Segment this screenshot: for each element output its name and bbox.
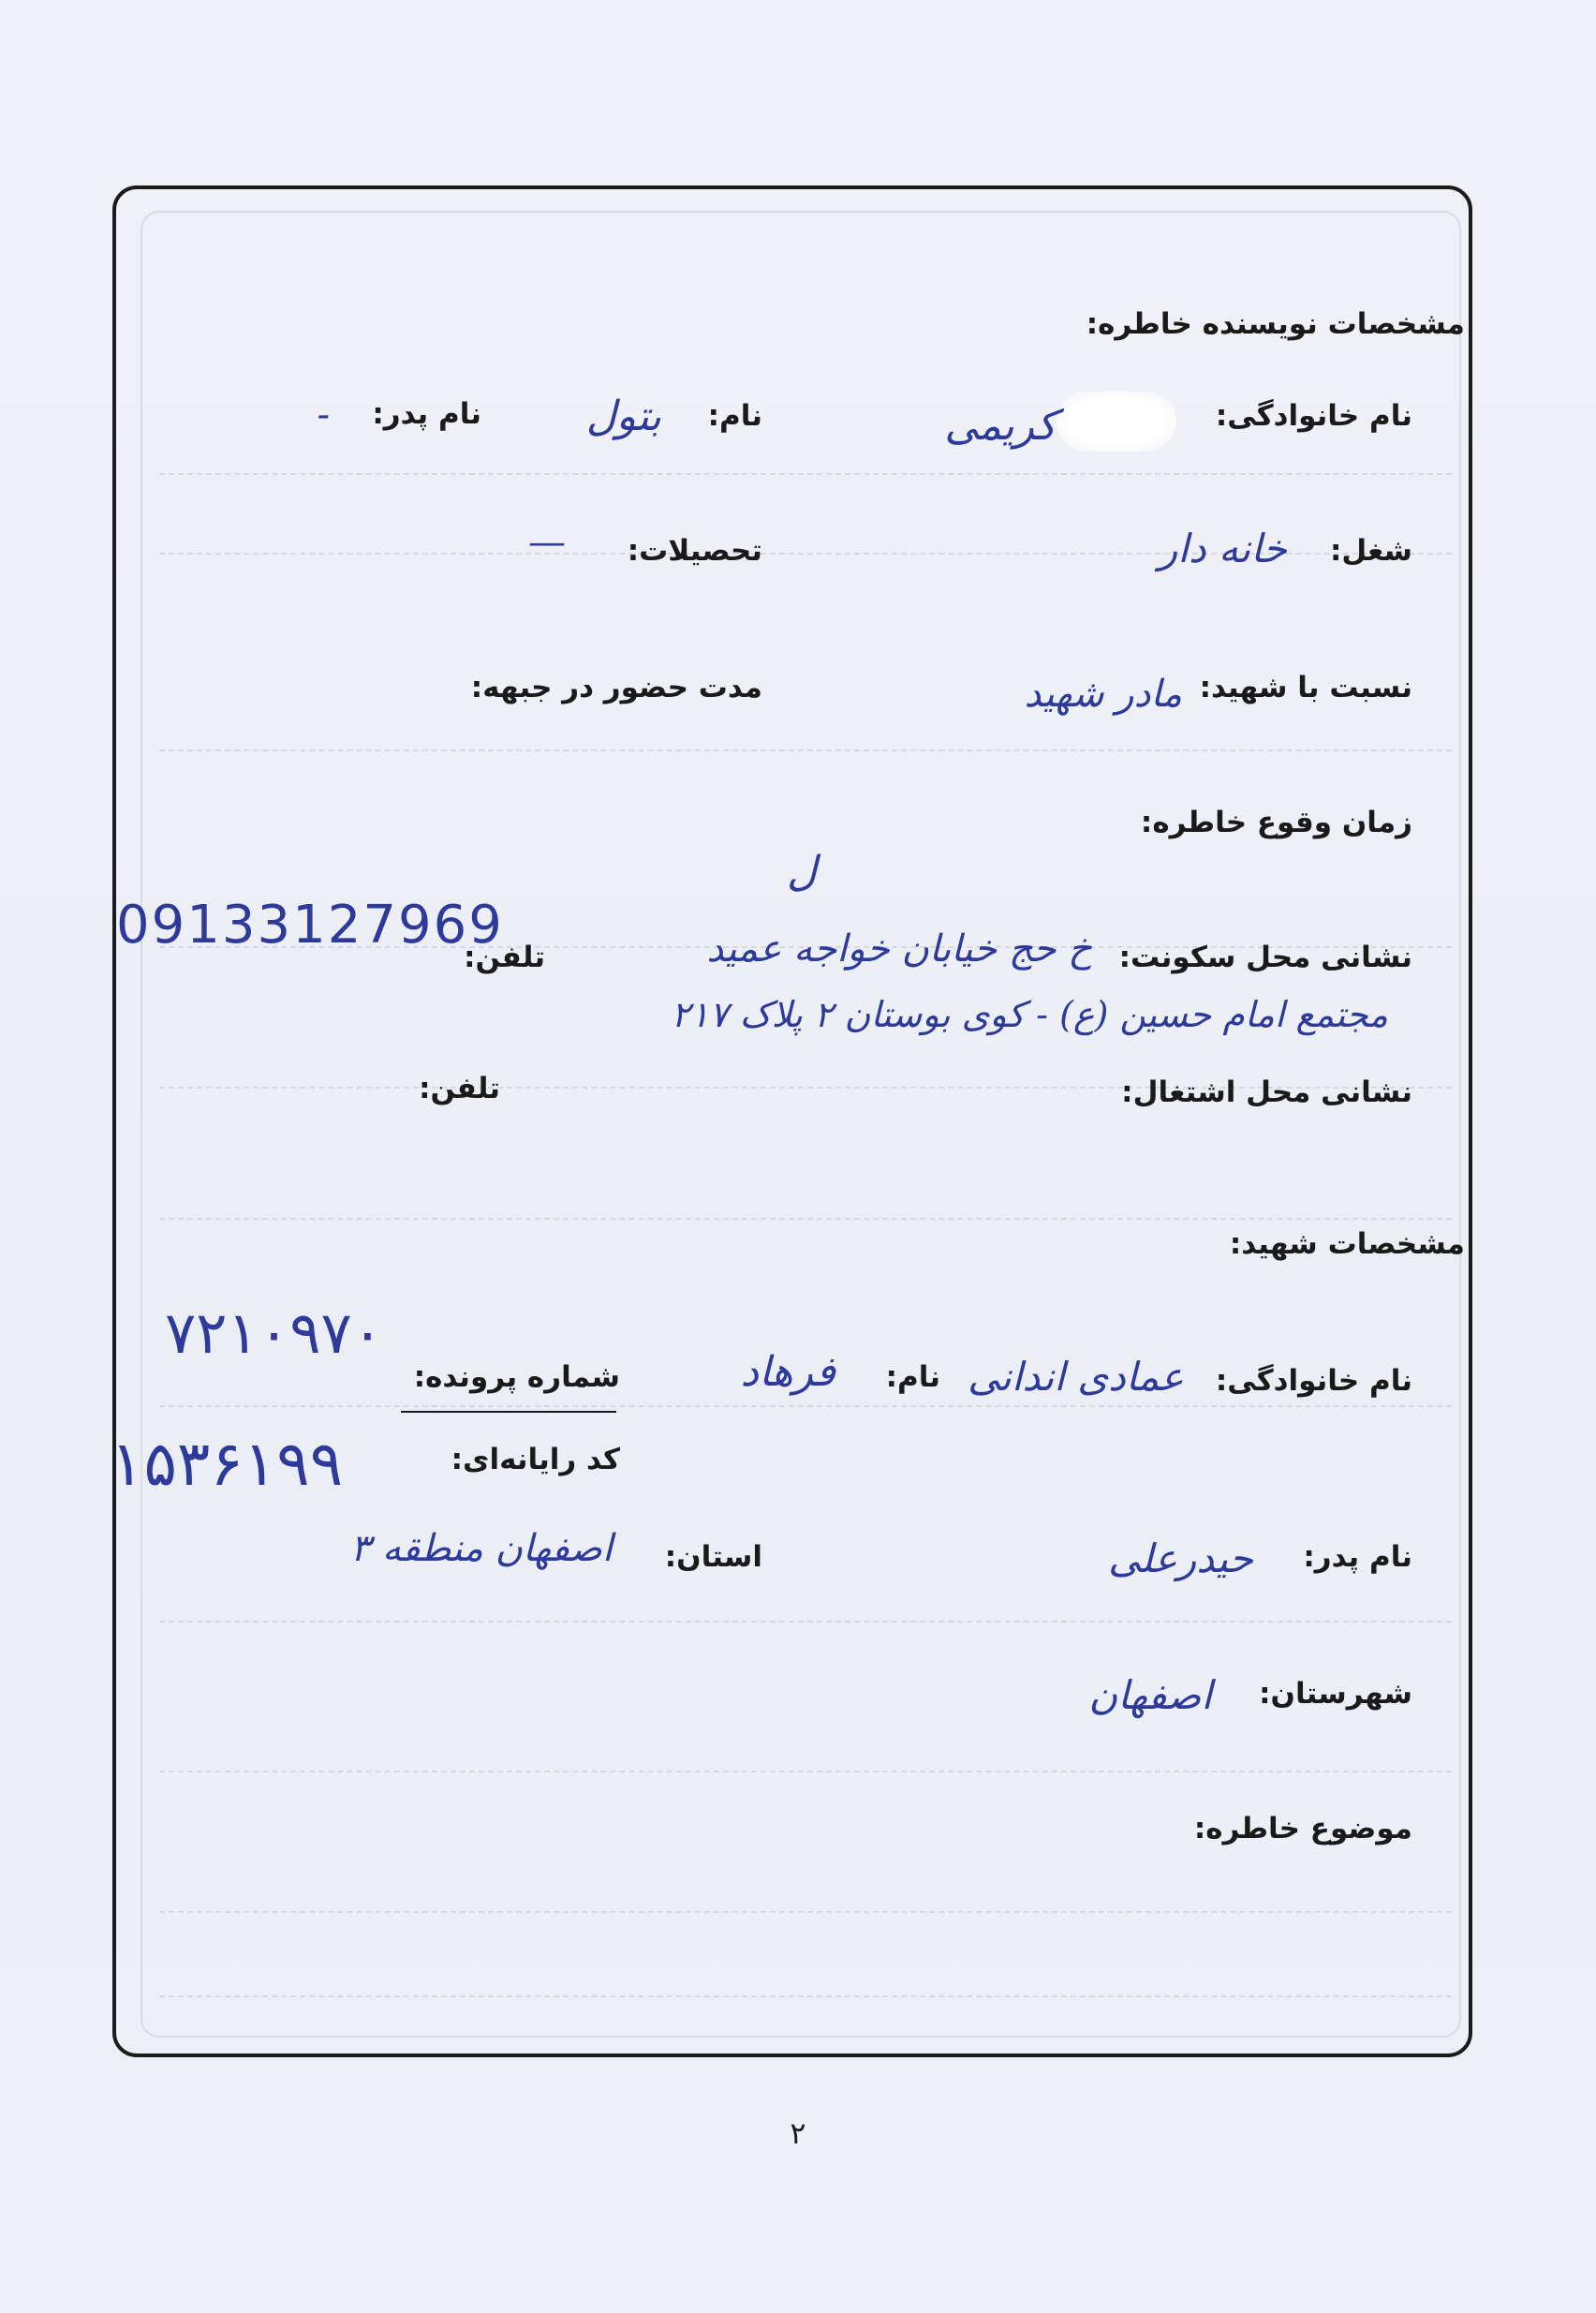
writer-home-address-mark: ل [787, 848, 817, 896]
martyr-father-name-value: حیدرعلی [1108, 1535, 1253, 1581]
form-frame [112, 185, 1472, 2057]
martyr-file-number-label: شماره پرونده: [413, 1360, 620, 1394]
writer-section-heading: مشخصات نویسنده خاطره: [1086, 307, 1465, 341]
martyr-file-number-value: ۷۲۱۰۹۷۰ [165, 1298, 384, 1367]
martyr-first-name-label: نام: [885, 1360, 940, 1394]
writer-education-label: تحصیلات: [627, 534, 762, 568]
martyr-memory-subject-label: موضوع خاطره: [1193, 1812, 1412, 1846]
writer-father-name-label: نام پدر: [372, 397, 481, 431]
writer-home-phone-value: 09133127969 [116, 895, 504, 956]
writer-work-phone-label: تلفن: [419, 1072, 500, 1105]
writer-relation-value: مادر شهید [1024, 673, 1182, 716]
writer-family-name-label: نام خانوادگی: [1215, 399, 1412, 433]
writer-home-address-line1: خ حج خیابان خواجه عمید [706, 927, 1092, 971]
martyr-computer-code-value: ۱۵۳۶۱۹۹ [111, 1428, 344, 1500]
writer-home-phone-label: تلفن: [464, 941, 545, 974]
writer-father-name-value: - [317, 393, 330, 437]
martyr-computer-code-label: کد رایانه‌ای: [451, 1443, 620, 1476]
martyr-family-name-label: نام خانوادگی: [1215, 1364, 1412, 1398]
martyr-section-heading: مشخصات شهید: [1229, 1227, 1465, 1261]
writer-home-address-label: نشانی محل سکونت: [1118, 941, 1412, 974]
writer-occupation-label: شغل: [1329, 534, 1412, 568]
martyr-county-label: شهرستان: [1259, 1677, 1412, 1711]
writer-work-address-label: نشانی محل اشتغال: [1121, 1075, 1412, 1109]
writer-memory-time-label: زمان وقوع خاطره: [1140, 806, 1412, 839]
martyr-father-name-label: نام پدر: [1303, 1540, 1412, 1574]
martyr-province-label: استان: [664, 1540, 762, 1574]
martyr-first-name-value: فرهاد [740, 1348, 835, 1396]
redaction-mark [1057, 392, 1176, 452]
writer-first-name-value: بتول [585, 393, 661, 440]
file-number-underline [401, 1411, 616, 1413]
writer-home-address-line2: مجتمع امام حسین (ع) - کوی بوستان ۲ پلاک ۲۱۷ [671, 994, 1388, 1035]
writer-relation-label: نسبت با شهید: [1199, 671, 1412, 704]
martyr-province-value: اصفهان منطقه ۳ [349, 1527, 613, 1570]
writer-occupation-value: خانه دار [1159, 526, 1287, 571]
martyr-county-value: اصفهان [1088, 1672, 1212, 1718]
writer-first-name-label: نام: [707, 399, 762, 433]
writer-education-value: — [528, 521, 566, 564]
martyr-family-name-value: عمادی اندانی [968, 1354, 1184, 1400]
writer-front-duration-label: مدت حضور در جبهه: [470, 671, 762, 704]
page-number: ۲ [790, 2115, 806, 2151]
writer-family-name-value: کریمی [944, 402, 1057, 450]
